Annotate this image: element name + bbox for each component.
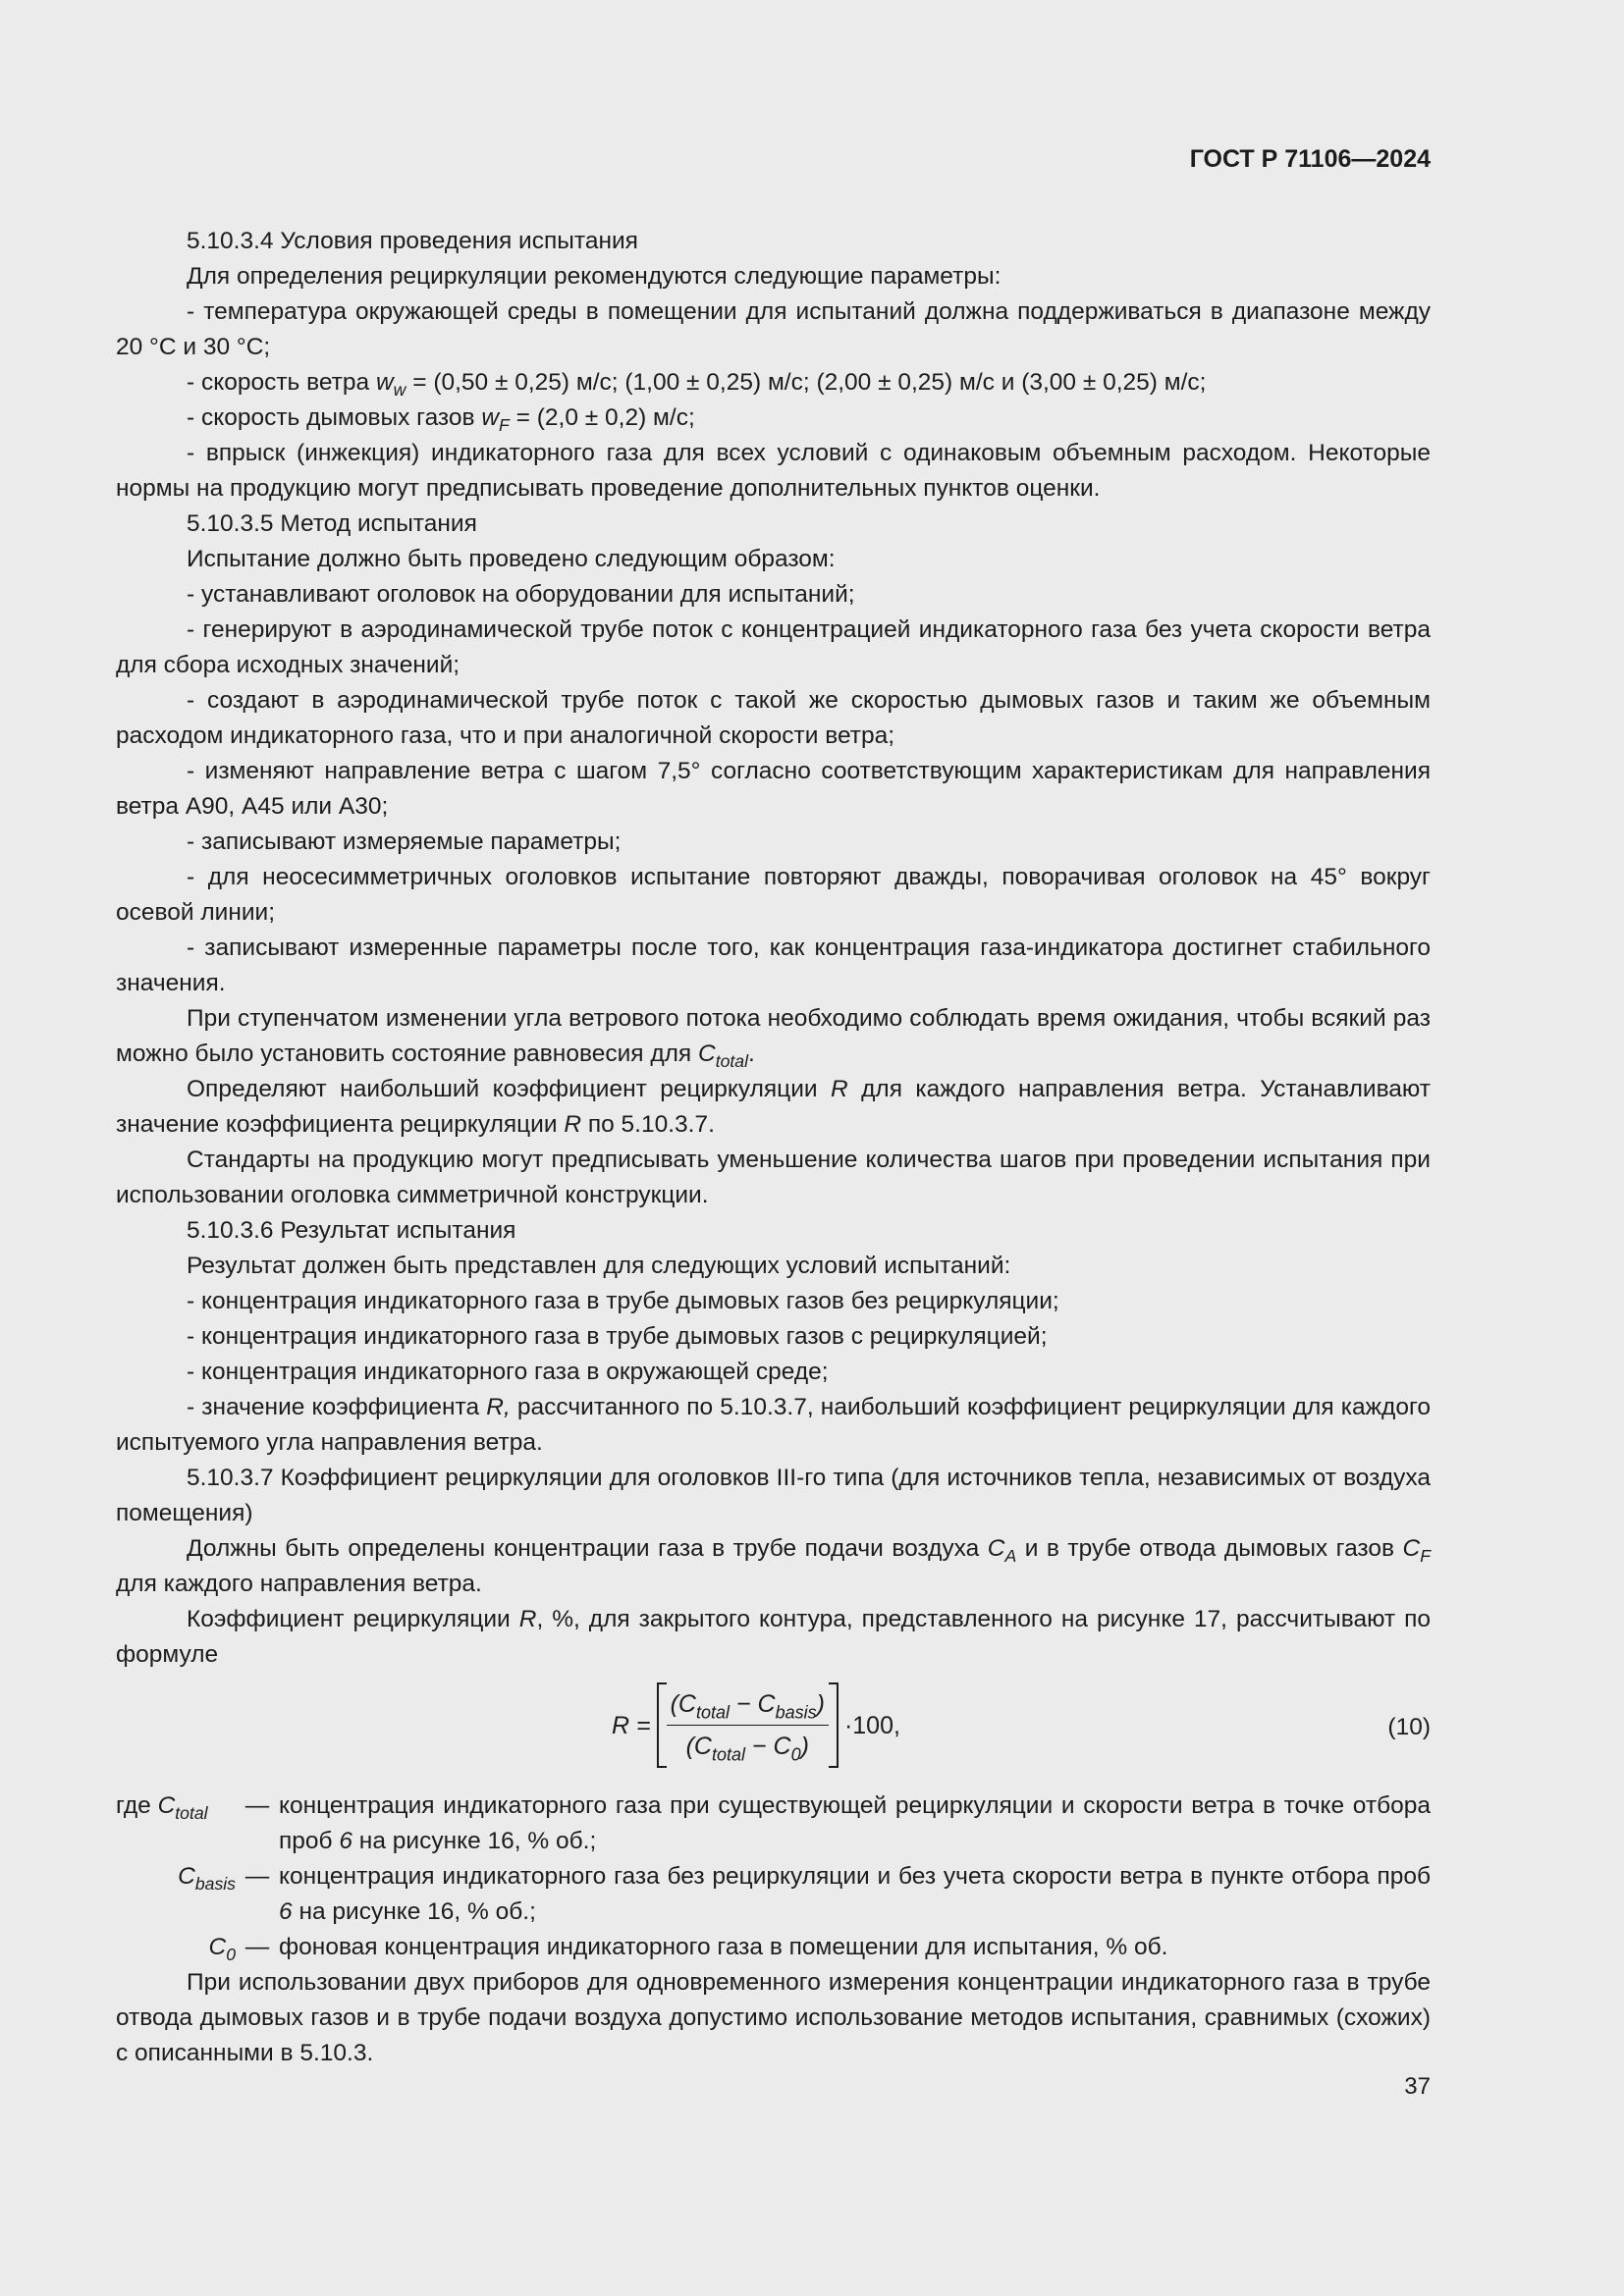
list-item: - для неосесимметричных оголовков испытание повторяют дважды, поворачивая оголовок на 45° вокруг осевой линии; xyxy=(116,864,1431,926)
list-item: - впрыск (инжекция) индикаторного газа для всех условий с одинаковым объемным расходом. Некоторые нормы на продукцию могут предписывать проведение дополнительных пунктов оценки. xyxy=(116,440,1431,502)
formula-lhs: R = xyxy=(612,1711,651,1739)
list-item: - концентрация индикаторного газа в трубе дымовых газов с рециркуляцией; xyxy=(187,1323,1048,1350)
list-item: - устанавливают оголовок на оборудовании для испытаний; xyxy=(187,581,855,608)
formula-rhs: ·100, xyxy=(843,1711,900,1739)
document-header: ГОСТ Р 71106—2024 xyxy=(1189,145,1431,173)
formula-expression xyxy=(612,1682,900,1768)
paragraph: При ступенчатом изменении угла ветрового потока необходимо соблюдать время ожидания, чтобы всякий раз можно было установить состояние равновесия для $C_{total}$. xyxy=(116,1005,1431,1072)
paragraph: Определяют наибольший коэффициент рециркуляции R для каждого направления ветра. Устанавливают значение коэффициента рециркуляции R по 5.10.3.7. xyxy=(116,1076,1431,1138)
formula-numerator: $(C_{total} - C_{basis})$ xyxy=(667,1686,829,1726)
definition-row: $C_{basis}$ — концентрация индикаторного газа без рециркуляции и без учета скорости ветра в пункте отбора проб 6 на рисунке 16, % об.; xyxy=(178,1863,1431,1925)
formula-10 xyxy=(116,1675,1431,1783)
list-item: - скорость ветра $w_w = (0,50 \pm 0,25)$ м/с; (1,00 ± 0,25) м/с; (2,00 ± 0,25) м/с и (3,00 ± 0,25) м/с; xyxy=(187,369,1207,400)
paragraph: При использовании двух приборов для одновременного измерения концентрации индикаторного газа в трубе отвода дымовых газов и в трубе подачи воздуха допустимо использование методов испытания, сравнимых (схожих) с описанными в 5.10.3. xyxy=(116,1969,1431,2066)
paragraph: Коэффициент рециркуляции R, %, для закрытого контура, представленного на рисунке 17, рассчитывают по формуле xyxy=(116,1606,1432,1668)
list-item: - температура окружающей среды в помещении для испытаний должна поддерживаться в диапазоне между 20 °С и 30 °С; xyxy=(116,298,1431,360)
section-title: 5.10.3.5 Метод испытания xyxy=(187,510,477,537)
section-title: 5.10.3.6 Результат испытания xyxy=(187,1217,516,1244)
list-item: - записывают измеряемые параметры; xyxy=(187,828,622,855)
paragraph: Испытание должно быть проведено следующим образом: xyxy=(187,546,836,572)
list-item: - скорость дымовых газов $w_F = (2,0 \pm 0,2)$ м/с; xyxy=(187,404,695,436)
list-item: - создают в аэродинамической трубе поток с такой же скоростью дымовых газов и таким же объемным расходом индикаторного газа, что и при аналогичной скорости ветра; xyxy=(116,687,1431,749)
paragraph: Стандарты на продукцию могут предписывать уменьшение количества шагов при проведении испытания при использовании оголовка симметричной конструкции. xyxy=(116,1147,1431,1208)
list-item: - концентрация индикаторного газа в трубе дымовых газов без рециркуляции; xyxy=(187,1288,1059,1314)
page-number: 37 xyxy=(1404,2073,1431,2100)
section-title: 5.10.3.4 Условия проведения испытания xyxy=(187,228,638,254)
list-item: - записывают измеренные параметры после того, как концентрация газа-индикатора достигнет стабильного значения. xyxy=(116,934,1431,996)
formula-number: (10) xyxy=(1387,1714,1431,1740)
list-item: - значение коэффициента R, рассчитанного по 5.10.3.7, наибольший коэффициент рециркуляции для каждого испытуемого угла направления ветра. xyxy=(116,1394,1431,1456)
formula-fraction xyxy=(667,1686,829,1764)
list-item: - генерируют в аэродинамической трубе поток с концентрацией индикаторного газа без учета скорости ветра для сбора исходных значений; xyxy=(116,616,1431,678)
definition-row: где $C_{total}$ — концентрация индикаторного газа при существующей рециркуляции и скорости ветра в точке отбора проб 6 на рисунке 16, % об.; xyxy=(116,1792,1431,1854)
paragraph: Результат должен быть представлен для следующих условий испытаний: xyxy=(187,1253,1011,1279)
formula-definitions xyxy=(116,1789,1431,1965)
definition-row: $C_0$ — фоновая концентрация индикаторного газа в помещении для испытания, % об. xyxy=(208,1934,1168,1965)
list-item: - концентрация индикаторного газа в окружающей среде; xyxy=(187,1359,829,1385)
formula-denominator: $(C_{total} - C_0)$ xyxy=(685,1733,809,1765)
paragraph: Должны быть определены концентрации газа в трубе подачи воздуха $C_A$ и в трубе отвода дымовых газов $C_F$ для каждого направления ветра. xyxy=(116,1535,1431,1597)
section-title: 5.10.3.7 Коэффициент рециркуляции для оголовков III-го типа (для источников тепла, независимых от воздуха помещения) xyxy=(116,1465,1431,1526)
list-item: - изменяют направление ветра с шагом 7,5° согласно соответствующим характеристикам для направления ветра А90, А45 или А30; xyxy=(116,758,1431,820)
formula-bracket xyxy=(657,1682,839,1768)
paragraph: Для определения рециркуляции рекомендуются следующие параметры: xyxy=(187,263,1001,290)
page-body xyxy=(116,224,1431,2071)
